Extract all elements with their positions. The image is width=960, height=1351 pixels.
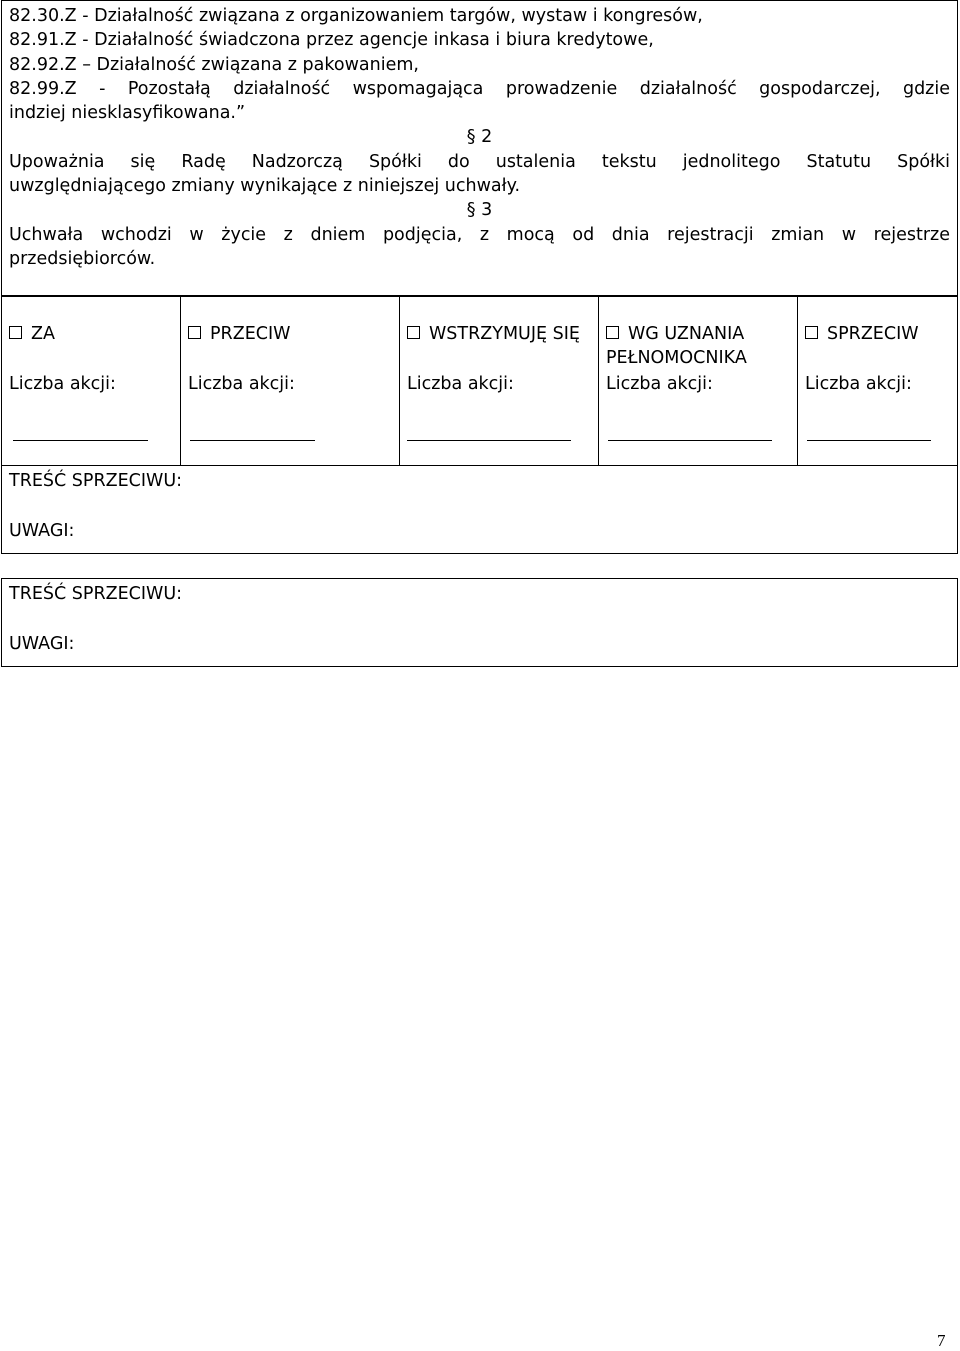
vote-checkbox-wg-uznania[interactable] xyxy=(606,326,619,339)
vote-label: WG UZNANIA PEŁNOMOCNIKA xyxy=(606,324,747,368)
notes-label: UWAGI: xyxy=(9,634,75,654)
objection-content-label: TREŚĆ SPRZECIWU: xyxy=(9,471,183,491)
share-count-label: Liczba akcji: xyxy=(188,374,295,394)
pkd-line-3: 82.92.Z – Działalność związana z pakowaniem, xyxy=(9,54,419,75)
vote-option-wstrzymuje xyxy=(400,296,599,465)
section-2-text-line-1: Upoważnia się Radę Nadzorczą Spółki do ustalenia tekstu jednolitego Statutu Spółki xyxy=(9,151,950,172)
objection-box xyxy=(1,578,958,667)
share-count-field[interactable] xyxy=(407,440,571,441)
share-count-field[interactable] xyxy=(807,440,931,441)
vote-checkbox-sprzeciw[interactable] xyxy=(805,326,818,339)
vote-label: SPRZECIW xyxy=(827,324,919,344)
vote-label: WSTRZYMUJĘ SIĘ xyxy=(429,324,580,344)
section-2-text-line-2: uwzględniającego zmiany wynikające z niniejszej uchwały. xyxy=(9,176,521,197)
share-count-label: Liczba akcji: xyxy=(9,374,116,394)
resolution-text-box xyxy=(1,0,958,297)
vote-checkbox-wstrzymuje[interactable] xyxy=(407,326,420,339)
pkd-line-2: 82.91.Z - Działalność świadczona przez agencje inkasa i biura kredytowe, xyxy=(9,30,654,51)
pkd-line-5: indziej niesklasyfikowana.” xyxy=(9,103,246,124)
vote-option-wg-uznania xyxy=(599,296,798,465)
section-3-text-line-2: przedsiębiorców. xyxy=(9,248,156,269)
objection-content-label: TREŚĆ SPRZECIWU: xyxy=(9,584,183,604)
share-count-field[interactable] xyxy=(13,440,148,441)
page-number: 7 xyxy=(937,1331,946,1350)
vote-option-za xyxy=(2,296,181,465)
section-3-text-line-1: Uchwała wchodzi w życie z dniem podjęcia, z mocą od dnia rejestracji zmian w rejestrze xyxy=(9,224,950,245)
share-count-field[interactable] xyxy=(190,440,315,441)
vote-label: ZA xyxy=(31,324,55,344)
pkd-line-1: 82.30.Z - Działalność związana z organizowaniem targów, wystaw i kongresów, xyxy=(9,6,703,26)
section-3-heading: § 3 xyxy=(466,200,493,221)
vote-option-przeciw xyxy=(181,296,400,465)
share-count-label: Liczba akcji: xyxy=(407,374,514,394)
notes-label: UWAGI: xyxy=(9,521,75,541)
vote-checkbox-przeciw[interactable] xyxy=(188,326,201,339)
share-count-label: Liczba akcji: xyxy=(805,374,912,394)
vote-checkbox-za[interactable] xyxy=(9,326,22,339)
section-2-heading: § 2 xyxy=(466,127,493,148)
share-count-field[interactable] xyxy=(608,440,772,441)
vote-option-sprzeciw xyxy=(798,296,959,465)
vote-options-table xyxy=(1,295,958,466)
objection-box xyxy=(1,465,958,554)
vote-label: PRZECIW xyxy=(210,324,291,344)
pkd-line-4: 82.99.Z - Pozostałą działalność wspomagająca prowadzenie działalność gospodarczej, gdzie xyxy=(9,78,950,99)
share-count-label: Liczba akcji: xyxy=(606,374,713,394)
